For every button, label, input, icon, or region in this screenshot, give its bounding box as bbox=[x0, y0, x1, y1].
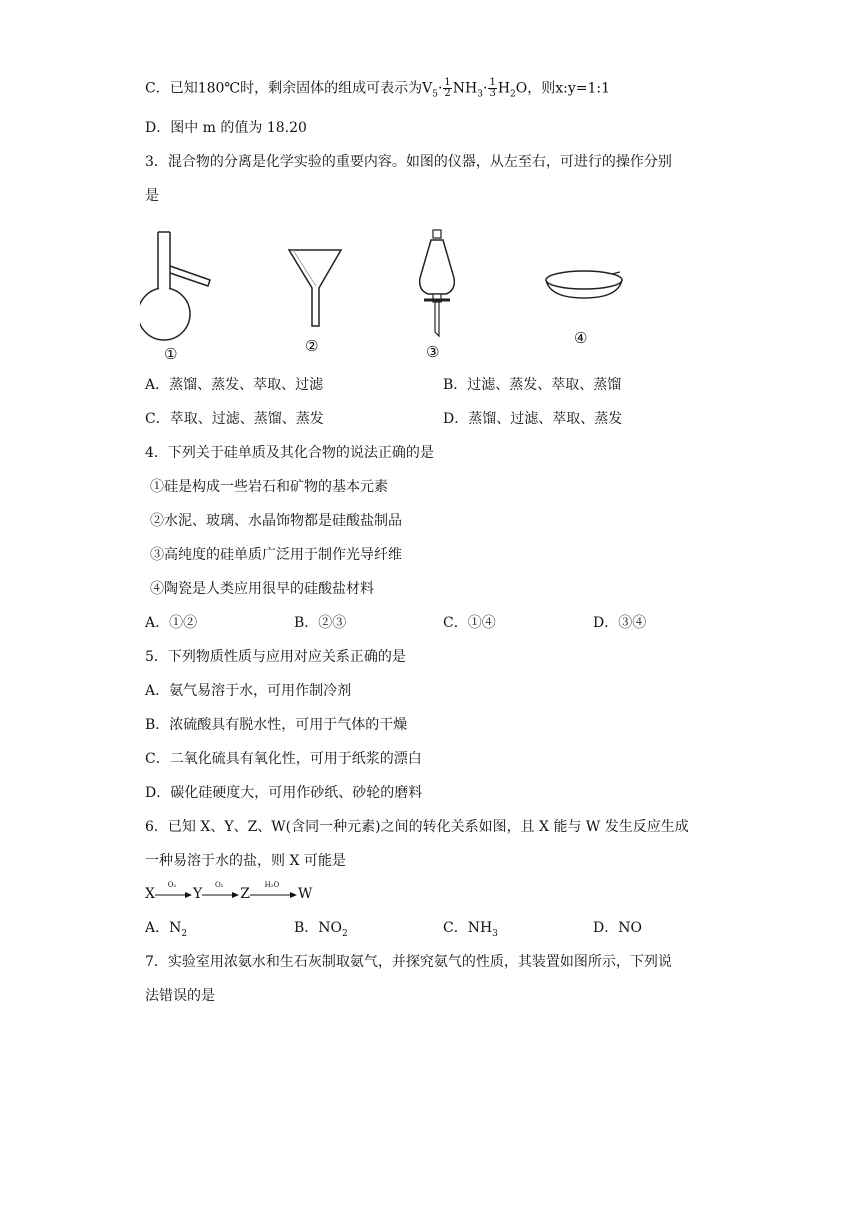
q4-option-c: C．①④ bbox=[443, 615, 496, 631]
q6-option-b: B．$NO_2$ bbox=[294, 920, 348, 939]
separatory-funnel-icon bbox=[414, 228, 460, 340]
apparatus-label-1: ① bbox=[164, 345, 178, 363]
fraction-one-third: $\frac{1}{3}$ bbox=[489, 77, 496, 99]
evaporating-dish-icon bbox=[542, 266, 626, 306]
apparatus-label-3: ③ bbox=[426, 343, 440, 361]
q3-option-c: C．萃取、过滤、蒸馏、蒸发 bbox=[145, 411, 324, 427]
q4-option-b: B．②③ bbox=[294, 615, 347, 631]
distillation-flask-icon bbox=[140, 228, 220, 344]
q4-statement-1: ①硅是构成一些岩石和矿物的基本元素 bbox=[150, 479, 388, 495]
q6-option-d: D．NO bbox=[593, 920, 642, 936]
q3-option-b: B．过滤、蒸发、萃取、蒸馏 bbox=[443, 377, 622, 393]
arrow-o2-1: O₂ bbox=[155, 887, 193, 901]
fraction-one-half: $\frac{1}{2}$ bbox=[444, 77, 451, 99]
q4-statement-2: ②水泥、玻璃、水晶饰物都是硅酸盐制品 bbox=[150, 513, 402, 529]
q4-statement-3: ③高纯度的硅单质广泛用于制作光导纤维 bbox=[150, 547, 402, 563]
q5-option-d: D．碳化硅硬度大，可用作砂纸、砂轮的磨料 bbox=[145, 785, 423, 801]
q4-statement-4: ④陶瓷是人类应用很早的硅酸盐材料 bbox=[150, 581, 374, 597]
q6-stem-line1: 6．已知 X、Y、Z、W(含同一种元素)之间的转化关系如图，且 X 能与 W 发生反应生成 bbox=[145, 819, 689, 835]
q7-stem-line1: 7．实验室用浓氨水和生石灰制取氨气，并探究氨气的性质，其装置如图所示，下列说 bbox=[145, 954, 672, 970]
q6-conversion-chain: X O₂ Y O₂ Z H₂O W bbox=[145, 881, 313, 902]
q2-option-c: C．已知180℃时，剩余固体的组成可表示为$V_5\cdot$ $\frac{1}{2}$ $NH_3\cdot$ $\frac{1}{3}$ $H_2O$，则x:y=1:1 bbox=[145, 77, 611, 100]
q6-stem-line2: 一种易溶于水的盐，则 X 可能是 bbox=[145, 853, 346, 869]
q5-option-c: C．二氧化硫具有氧化性，可用于纸浆的漂白 bbox=[145, 751, 422, 767]
q3-stem-line2: 是 bbox=[145, 188, 159, 204]
arrow-h2o: H₂O bbox=[250, 887, 298, 901]
q3-stem-line1: 3．混合物的分离是化学实验的重要内容。如图的仪器，从左至右，可进行的操作分别 bbox=[145, 154, 672, 170]
apparatus-label-4: ④ bbox=[574, 329, 588, 347]
q7-stem-line2: 法错误的是 bbox=[145, 988, 215, 1004]
q3-option-a: A．蒸馏、蒸发、萃取、过滤 bbox=[145, 377, 324, 393]
q4-option-d: D．③④ bbox=[593, 615, 647, 631]
apparatus-label-2: ② bbox=[305, 337, 319, 355]
q6-option-c: C．$NH_3$ bbox=[443, 920, 498, 939]
q4-option-a: A．①② bbox=[145, 615, 198, 631]
q3-option-d: D．蒸馏、过滤、萃取、蒸发 bbox=[443, 411, 623, 427]
q4-stem: 4．下列关于硅单质及其化合物的说法正确的是 bbox=[145, 445, 434, 461]
q6-option-a: A．$N_2$ bbox=[145, 920, 188, 939]
q5-option-a: A．氨气易溶于水，可用作制冷剂 bbox=[145, 683, 352, 699]
q5-stem: 5．下列物质性质与应用对应关系正确的是 bbox=[145, 649, 406, 665]
arrow-o2-2: O₂ bbox=[202, 887, 240, 901]
funnel-icon bbox=[285, 244, 345, 330]
q5-option-b: B．浓硫酸具有脱水性，可用于气体的干燥 bbox=[145, 717, 408, 733]
q2-option-d: D．图中 m 的值为 18.20 bbox=[145, 120, 307, 136]
